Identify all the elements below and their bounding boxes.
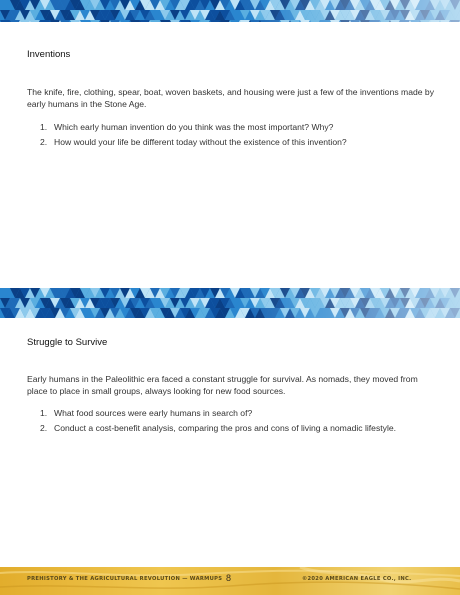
top-band-pattern [0,0,460,22]
question-text: What food sources were early humans in search of? [54,408,253,418]
page-number: 8 [226,573,232,583]
middle-band-pattern [0,288,460,318]
section-title-inventions: Inventions [27,49,71,60]
question-list-struggle [40,408,440,438]
section-paragraph-struggle: Early humans in the Paleolithic era faced a constant struggle for survival. As nomads, they moved from place to place in small groups, always looking for new food sources. [27,374,418,396]
question-list-inventions [40,122,440,152]
question-number: 2. [40,137,48,147]
footer-title: PREHISTORY & THE AGRICULTURAL REVOLUTION — WARMUPS [27,576,223,582]
question-number: 1. [40,122,48,132]
question-text: Conduct a cost-benefit analysis, comparing the pros and cons of living a nomadic lifestyle. [54,423,397,433]
question-number: 2. [40,423,48,433]
middle-decorative-band [0,288,460,318]
top-decorative-band [0,0,460,22]
question-number: 1. [40,408,48,418]
question-item [40,423,440,438]
section-title-struggle: Struggle to Survive [27,337,108,348]
section-paragraph-inventions: The knife, fire, clothing, spear, boat, woven baskets, and housing were just a few of the inventions made by early humans in the Stone Age. [27,87,435,109]
question-text: Which early human invention do you think was the most important? Why? [54,122,334,132]
footer-copyright: ©2020 AMERICAN EAGLE CO., INC. [302,576,412,582]
question-item [40,137,440,152]
question-item [40,122,440,137]
question-item [40,408,440,423]
question-text: How would your life be different today without the existence of this invention? [54,137,347,147]
